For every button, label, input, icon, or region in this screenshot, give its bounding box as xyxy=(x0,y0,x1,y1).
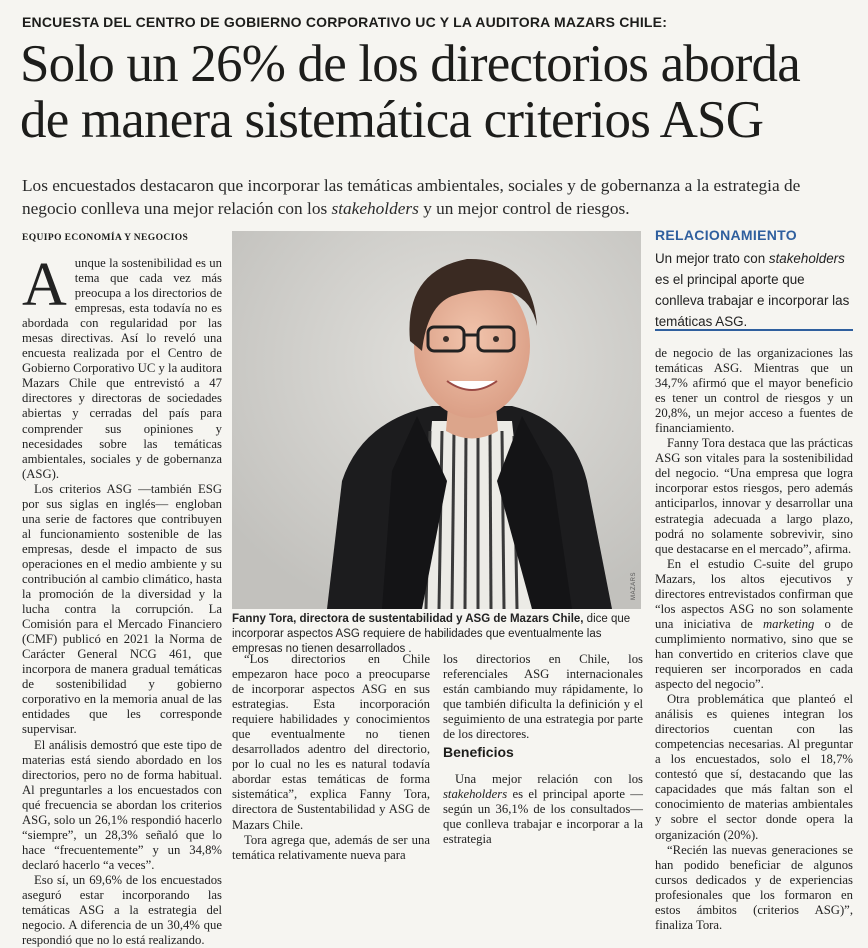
text: es el principal aporte que conlleva trabajar e incorporar las temáticas ASG. xyxy=(655,272,850,329)
headline-line-2: de manera sistemática criterios ASG xyxy=(20,91,764,149)
paragraph: Fanny Tora destaca que las prácticas ASG son vitales para la sostenibilidad del negocio. “Una empresa que logra incorporar estos riesgos, pero además anticiparlos, innovar y desarrollar una estrategia adecuada a largo plazo, podrá no solamente sobrevivir, sino que destacarse en el mercado”, afirma. xyxy=(655,436,853,556)
paragraph: “Recién las nuevas generaciones se han podido beneficiar de algunos cursos dedicados y de experiencias profesionales que los formaron en estos ámbitos (criterios ASG)”, finaliza Tora. xyxy=(655,842,853,932)
paragraph xyxy=(443,772,643,847)
paragraph: Otra problemática que planteó el análisis es quienes integran los directorios cuentan con las competencias necesarias. Al preguntar a los encuestados, solo el 18,7% contestó que sí, destacando que las capacidades que más faltan son el conocimiento de materias ambientales y sobre el sector donde opera la organización (20%). xyxy=(655,692,853,842)
paragraph: de negocio de las organizaciones las temáticas ASG. Mientras que un 34,7% afirmó que el mayor beneficio es tener un control de riesgos y un 20,8%, un mejor acceso a fuentes de financiamiento. xyxy=(655,346,853,436)
kicker: ENCUESTA DEL CENTRO DE GOBIERNO CORPORATIVO UC Y LA AUDITORA MAZARS CHILE: xyxy=(22,14,668,30)
drop-cap: A xyxy=(22,251,67,319)
byline: EQUIPO ECONOMÍA Y NEGOCIOS xyxy=(22,233,189,243)
portrait-photo xyxy=(232,231,641,609)
photo-credit: MAZARS xyxy=(631,571,637,600)
sidebar-divider xyxy=(655,329,853,331)
paragraph: Los criterios ASG —también ESG por sus siglas en inglés— engloban una serie de factores que contribuyen al funcionamiento sostenible de las empresas, desde el impacto de sus operaciones en el medio ambiente y su contribución al cambio climático, hasta la promoción de la diversidad y la lucha contra la corrupción. La Comisión para el Mercado Financiero (CMF) publicó en 2021 la Norma de Carácter General NCG 461, que incorpora de manera gradual temáticas de sostenibilidad y gobierno corporativo en la memoria anual de las entidades que les corresponde supervisar. xyxy=(22,481,222,737)
text: es el principal aporte —según un 36,1% de los consultados— que conlleva trabajar e incorporar a la estrategia xyxy=(443,787,643,847)
article-column-3 xyxy=(443,652,643,742)
caption-bold: Fanny Tora, directora de sustentabilidad y ASG de Mazars Chile, xyxy=(232,613,584,625)
paragraph: Tora agrega que, además de ser una temática relativamente nueva para xyxy=(232,832,430,862)
portrait-illustration xyxy=(232,231,641,609)
article-column-3-continued xyxy=(443,772,643,847)
text: Una mejor relación con los xyxy=(455,772,643,786)
paragraph: El análisis demostró que este tipo de materias está siendo abordado en los directorios, pero no de forma habitual. Al preguntarles a los encuestados con qué frecuencia se abordan los criterios ASG, solo un 26,1% respondió hacerlo “siempre”, un 28,3% señaló que lo hace “frecuentemente” y un 34,8% declaró hacerlo “a veces”. xyxy=(22,737,222,872)
sidebar-text xyxy=(655,248,855,332)
article-column-4 xyxy=(655,346,853,933)
emphasis: stakeholders xyxy=(443,787,508,802)
article-column-2 xyxy=(232,652,430,863)
emphasis: stakeholders xyxy=(768,251,845,266)
subhead-part-2: y un mejor control de riesgos. xyxy=(418,199,630,218)
emphasis: marketing xyxy=(762,616,815,631)
paragraph: Eso sí, un 69,6% de los encuestados aseguró estar incorporando las temáticas ASG a la estrategia del negocio. A diferencia de un 30,4% que respondió que no lo está realizando. xyxy=(22,872,222,948)
paragraph: los directorios en Chile, los referenciales ASG internacionales están cambiando muy rápidamente, lo que también dificulta la definición y el seguimiento de una estrategia por parte de los directores. xyxy=(443,652,643,742)
subhead-emphasis: stakeholders xyxy=(331,199,419,218)
paragraph xyxy=(655,557,853,692)
paragraph: unque la sostenibilidad es un tema que cada vez más preocupa a los directorios de empresas, esta todavía no es abordada con regularidad por las mesas directivas. Así lo reveló una encuesta realizada por el Centro de Gobierno Corporativo UC y la auditora Mazars Chile que entrevistó a 47 directores y directoras de sociedades abiertas y cerradas del país para comprender sus opiniones y necesidades sobre las temáticas ambientales, sociales y de gobernanza (ASG). xyxy=(22,256,222,481)
text: Un mejor trato con xyxy=(655,251,769,266)
text: o de cumplimiento normativo, sino que se han convertido en criterios clave que requieren ser incorporados en cada aspecto del negocio”. xyxy=(655,616,853,692)
paragraph: “Los directorios en Chile empezaron hace poco a preocuparse de incorporar aspectos ASG en sus estrategias. Esta incorporación requiere habilidades y conocimientos que eventualmente no tienen desarrollados adentro del directorio, por lo cual no les es natural todavía abordar estas temáticas de forma sistemática”, explica Fanny Tora, directora de Sustentabilidad y ASG de Mazars Chile. xyxy=(232,652,430,832)
subhead-part-1: Los encuestados destacaron que incorporar las temáticas ambientales, sociales y de gobernanza a la estrategia de negocio conlleva una mejor relación con los xyxy=(22,176,801,218)
photo-caption xyxy=(232,612,643,657)
article-column-1 xyxy=(22,251,222,948)
section-subtitle: Beneficios xyxy=(443,744,514,760)
sidebar-title: RELACIONAMIENTO xyxy=(655,227,797,243)
headline-line-1: Solo un 26% de los directorios aborda xyxy=(20,35,800,93)
caption-rest: dice que incorporar aspectos ASG requiere de habilidades que eventualmente las empresas no tienen desarrollados . xyxy=(232,613,631,655)
headline xyxy=(20,36,855,148)
subheadline xyxy=(22,174,857,220)
text: En el estudio C-suite del grupo Mazars, los altos ejecutivos y directores entrevistados confirman que “los aspectos ASG no son solamente una iniciativa de xyxy=(655,556,853,631)
